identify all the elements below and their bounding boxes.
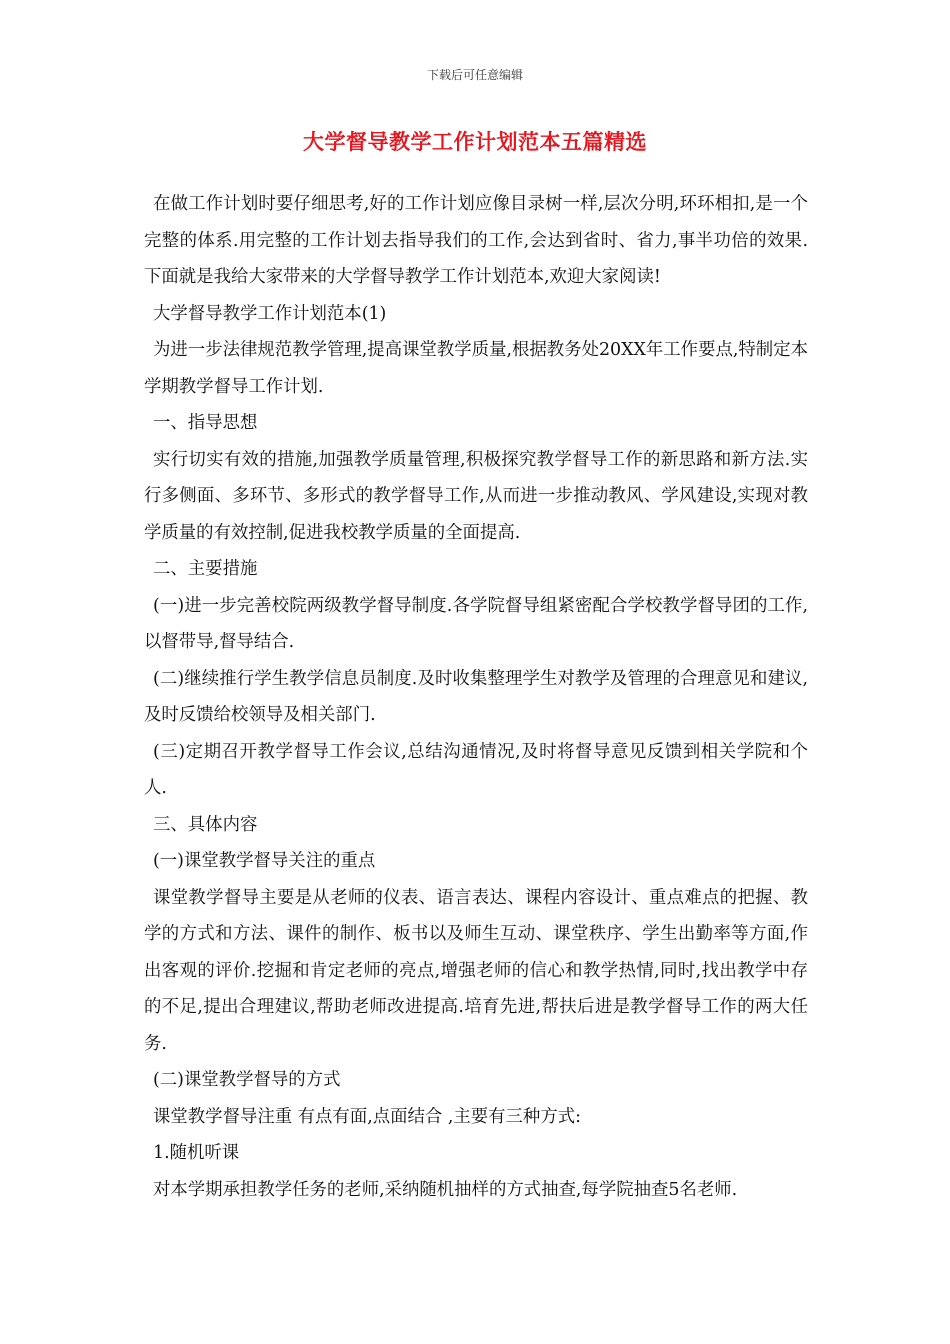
- measure-2-paragraph: (二)继续推行学生教学信息员制度.及时收集整理学生对教学及管理的合理意见和建议,及时反馈给校领导及相关部门.: [144, 668, 808, 725]
- methods-paragraph: 课堂教学督导注重 有点有面,点面结合 ,主要有三种方式:: [153, 1106, 581, 1127]
- section-title-plan-1: 大学督导教学工作计划范本(1): [153, 303, 387, 324]
- page-header-note: 下载后可任意编辑: [426, 68, 523, 82]
- measure-1-paragraph: (一)进一步完善校院两级教学督导制度.各学院督导组紧密配合学校教学督导团的工作,以督带导,督导结合.: [144, 595, 808, 652]
- measure-3-paragraph: (三)定期召开教学督导工作会议,总结沟通情况,及时将督导意见反馈到相关学院和个人.: [144, 741, 808, 798]
- subheading-methods: (二)课堂教学督导的方式: [153, 1070, 341, 1090]
- document-body: [144, 186, 808, 1208]
- focus-paragraph: 课堂教学督导主要是从老师的仪表、语言表达、课程内容设计、重点难点的把握、教学的方式和方法、课件的制作、板书以及师生互动、课堂秩序、学生出勤率等方面,作出客观的评价.挖掘和肯定老师的亮点,增强老师的信心和教学热情,同时,找出教学中存的不足,提出合理建议,帮助老师改进提高.培育先进,帮扶后进是教学督导工作的两大任务.: [144, 887, 808, 1054]
- item-random-listening: 1.随机听课: [153, 1143, 240, 1163]
- document-title: 大学督导教学工作计划范本五篇精选: [303, 130, 647, 154]
- subheading-focus: (一)课堂教学督导关注的重点: [153, 851, 376, 871]
- intro-paragraph: 在做工作计划时要仔细思考,好的工作计划应像目录树一样,层次分明,环环相扣,是一个完整的体系.用完整的工作计划去指导我们的工作,会达到省时、省力,事半功倍的效果.下面就是我给大家带来的大学督导教学工作计划范本,欢迎大家阅读!: [144, 194, 808, 287]
- guiding-thought-paragraph: 实行切实有效的措施,加强教学质量管理,积极探究教学督导工作的新思路和新方法.实行多侧面、多环节、多形式的教学督导工作,从而进一步推动教风、学风建设,实现对教学质量的有效控制,促进我校教学质量的全面提高.: [144, 449, 808, 543]
- heading-main-measures: 二、主要措施: [153, 559, 258, 579]
- heading-guiding-thought: 一、指导思想: [153, 413, 258, 433]
- heading-specific-content: 三、具体内容: [153, 814, 258, 835]
- purpose-paragraph: 为进一步法律规范教学管理,提高课堂教学质量,根据教务处20XX年工作要点,特制定本学期教学督导工作计划.: [144, 340, 808, 397]
- random-listening-paragraph: 对本学期承担教学任务的老师,采纳随机抽样的方式抽查,每学院抽查5名老师.: [153, 1179, 738, 1200]
